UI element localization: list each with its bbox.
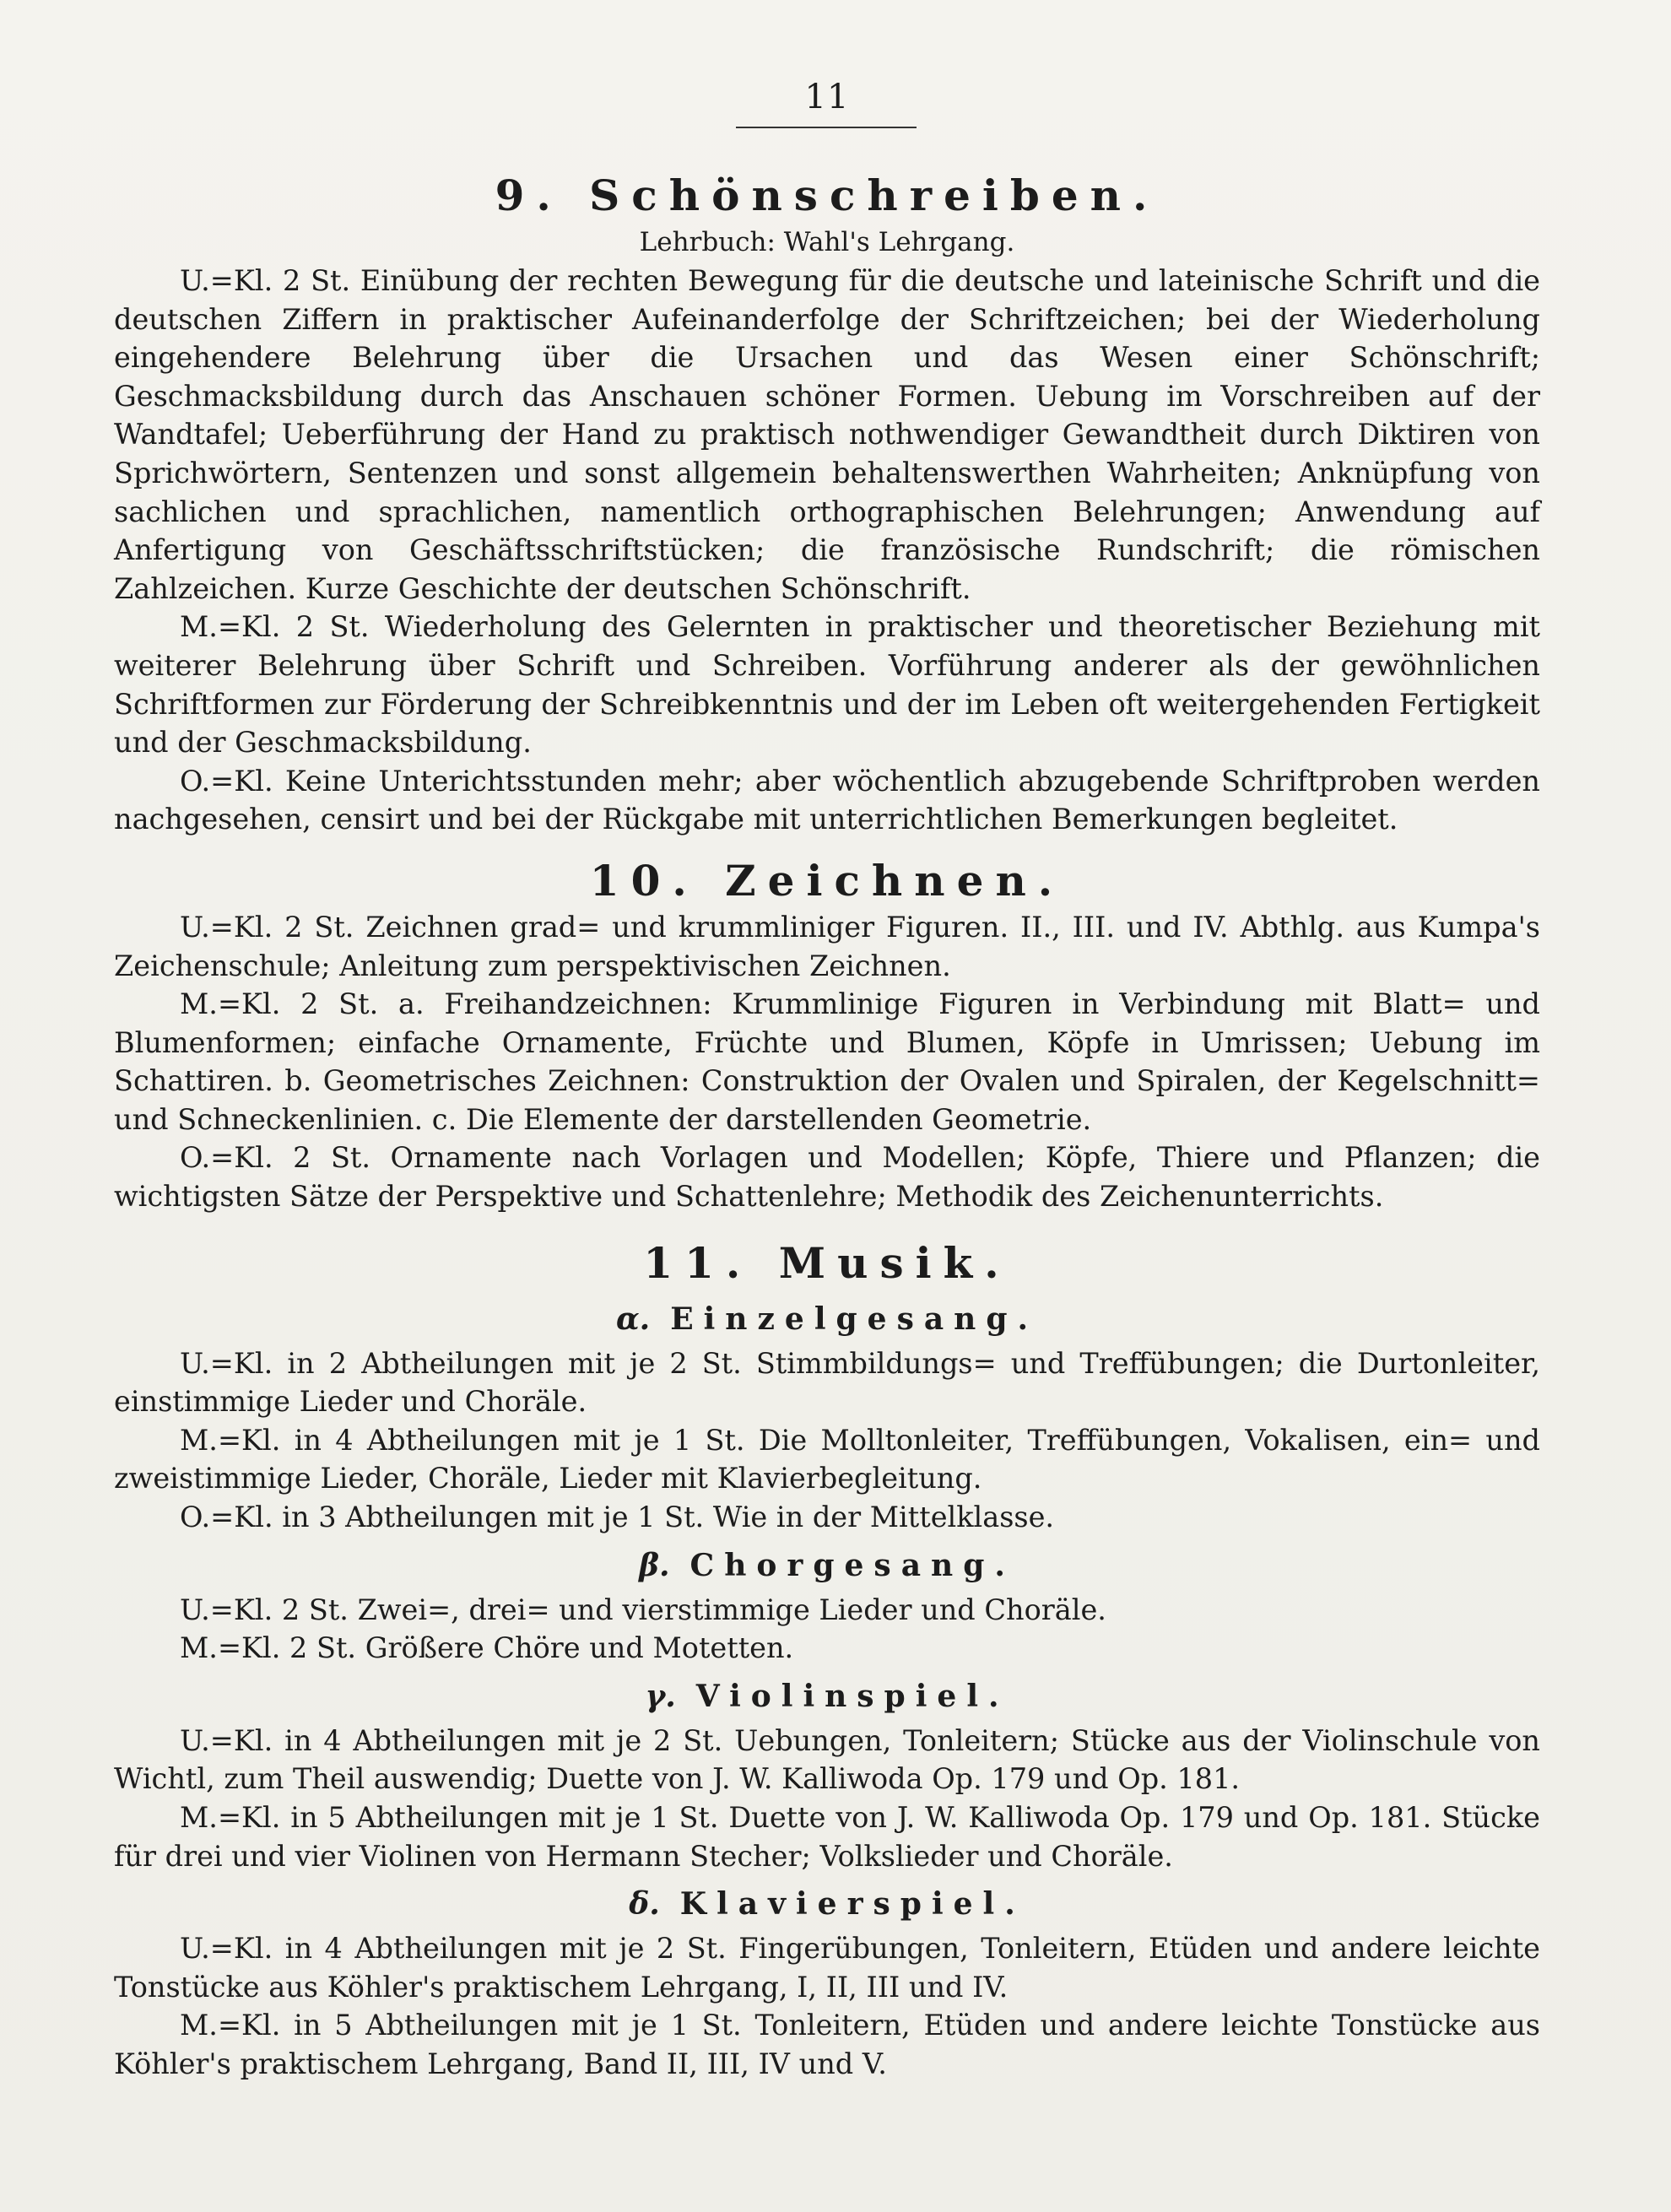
subsection-delta-letter: δ. <box>629 1886 660 1923</box>
gamma-paragraph-1: U.=Kl. in 4 Abtheilungen mit je 2 St. Uebungen, Tonleitern; Stücke aus der Violinschule von Wichtl, zum Theil auswendig; Duette von J. W. Kalliwoda Op. 179 und Op. 181. <box>114 1723 1540 1796</box>
subsection-alpha-title: Einzelgesang. <box>670 1301 1039 1337</box>
delta-paragraph-2: M.=Kl. in 5 Abtheilungen mit je 1 St. Tonleitern, Etüden und andere leichte Tonstücke aus Köhler's praktischem Lehrgang, Band II, III, IV und V. <box>114 2009 1540 2080</box>
spacer <box>114 1216 1540 1236</box>
section-9-paragraph-2: M.=Kl. 2 St. Wiederholung des Gelernten in praktischer und theoretischer Beziehung mit weiterer Belehrung über Schrift und Schreiben. Vorführung anderer als der gewöhnlichen Schriftformen zur Förderung der Schreibkenntnis und der im Leben oft weitergehenden Fertigkeit und der Geschmacksbildung. <box>114 610 1540 760</box>
gamma-paragraph-2: M.=Kl. in 5 Abtheilungen mit je 1 St. Duette von J. W. Kalliwoda Op. 179 und Op. 181. Stücke für drei und vier Violinen von Hermann Stecher; Volkslieder und Choräle. <box>114 1801 1540 1873</box>
spacer <box>114 839 1540 854</box>
subsection-gamma-heading <box>114 1674 1540 1718</box>
alpha-paragraph-1: U.=Kl. in 2 Abtheilungen mit je 2 St. Stimmbildungs= und Treffübungen; die Durtonleiter, einstimmige Lieder und Choräle. <box>114 1346 1540 1419</box>
subsection-gamma-title: Violinspiel. <box>695 1678 1009 1714</box>
page-content <box>114 169 1540 2084</box>
page-number: 11 <box>804 78 850 116</box>
section-9-paragraph-1: U.=Kl. 2 St. Einübung der rechten Bewegung für die deutsche und lateinische Schrift und die deutschen Ziffern in praktischer Aufeinanderfolge der Schriftzeichen; bei der Wiederholung eingehendere Belehrung über die Ursachen und das Wesen einer Schönschrift; Geschmacksbildung durch das Anschauen schöner Formen. Uebung im Vorschreiben auf der Wandtafel; Ueberführung der Hand zu praktisch nothwendiger Gewandtheit durch Diktiren von Sprichwörtern, Sentenzen und sonst allgemein behaltenswerthen Wahrheiten; Anknüpfung von sachlichen und sprachlichen, namentlich orthographischen Belehrungen; Anwendung auf Anfertigung von Geschäftsschriftstücken; die französische Rundschrift; die römischen Zahlzeichen. Kurze Geschichte der deutschen Schönschrift. <box>114 264 1540 605</box>
section-10-title: 10. Zeichnen. <box>589 855 1065 906</box>
alpha-paragraph-2: M.=Kl. in 4 Abtheilungen mit je 1 St. Die Molltonleiter, Treffübungen, Vokalisen, ein= und zweistimmige Lieder, Choräle, Lieder mit Klavierbegleitung. <box>114 1423 1540 1495</box>
section-11-title: 11. Musik. <box>643 1237 1011 1288</box>
section-10-paragraph-2: M.=Kl. 2 St. a. Freihandzeichnen: Krummlinige Figuren in Verbindung mit Blatt= und Blumenformen; einfache Ornamente, Früchte und Blumen, Köpfe in Umrissen; Uebung im Schattiren. b. Geometrisches Zeichnen: Construktion der Ovalen und Spiralen, der Kegelschnitt= und Schneckenlinien. c. Die Elemente der darstellenden Geometrie. <box>114 987 1540 1136</box>
subsection-beta-title: Chorgesang. <box>689 1547 1015 1583</box>
subsection-gamma-letter: γ. <box>645 1678 676 1714</box>
section-9-paragraph-3: O.=Kl. Keine Unterichtsstunden mehr; aber wöchentlich abzugebende Schriftproben werden nachgesehen, censirt und bei der Rückgabe mit unterrichtlichen Bemerkungen begleitet. <box>114 764 1540 836</box>
beta-paragraph-1: U.=Kl. 2 St. Zwei=, drei= und vierstimmige Lieder und Choräle. <box>180 1593 1106 1626</box>
subsection-delta-heading <box>114 1882 1540 1926</box>
page-number-rule <box>736 127 917 128</box>
subsection-alpha-letter: α. <box>615 1301 651 1337</box>
subsection-delta-title: Klavierspiel. <box>679 1886 1025 1923</box>
beta-paragraph-2: M.=Kl. 2 St. Größere Chöre und Motetten. <box>180 1631 794 1665</box>
section-10-paragraph-1: U.=Kl. 2 St. Zeichnen grad= und krummliniger Figuren. II., III. und IV. Abthlg. aus Kumpa's Zeichenschule; Anleitung zum perspektivischen Zeichnen. <box>114 910 1540 982</box>
subsection-alpha-heading <box>114 1297 1540 1341</box>
subsection-beta-letter: β. <box>639 1547 670 1583</box>
delta-paragraph-1: U.=Kl. in 4 Abtheilungen mit je 2 St. Fingerübungen, Tonleitern, Etüden und andere leichte Tonstücke aus Köhler's praktischem Lehrgang, I, II, III und IV. <box>114 1932 1540 2004</box>
subsection-beta-heading <box>114 1544 1540 1587</box>
section-10-paragraph-3: O.=Kl. 2 St. Ornamente nach Vorlagen und Modellen; Köpfe, Thiere und Pflanzen; die wichtigsten Sätze der Perspektive und Schattenlehre; Methodik des Zeichenunterrichts. <box>114 1141 1540 1214</box>
section-9-subtitle: Lehrbuch: Wahl's Lehrgang. <box>639 227 1015 257</box>
section-9-title: 9. Schönschreiben. <box>495 170 1160 220</box>
alpha-paragraph-3: O.=Kl. in 3 Abtheilungen mit je 1 St. Wie in der Mittelklasse. <box>180 1501 1055 1534</box>
